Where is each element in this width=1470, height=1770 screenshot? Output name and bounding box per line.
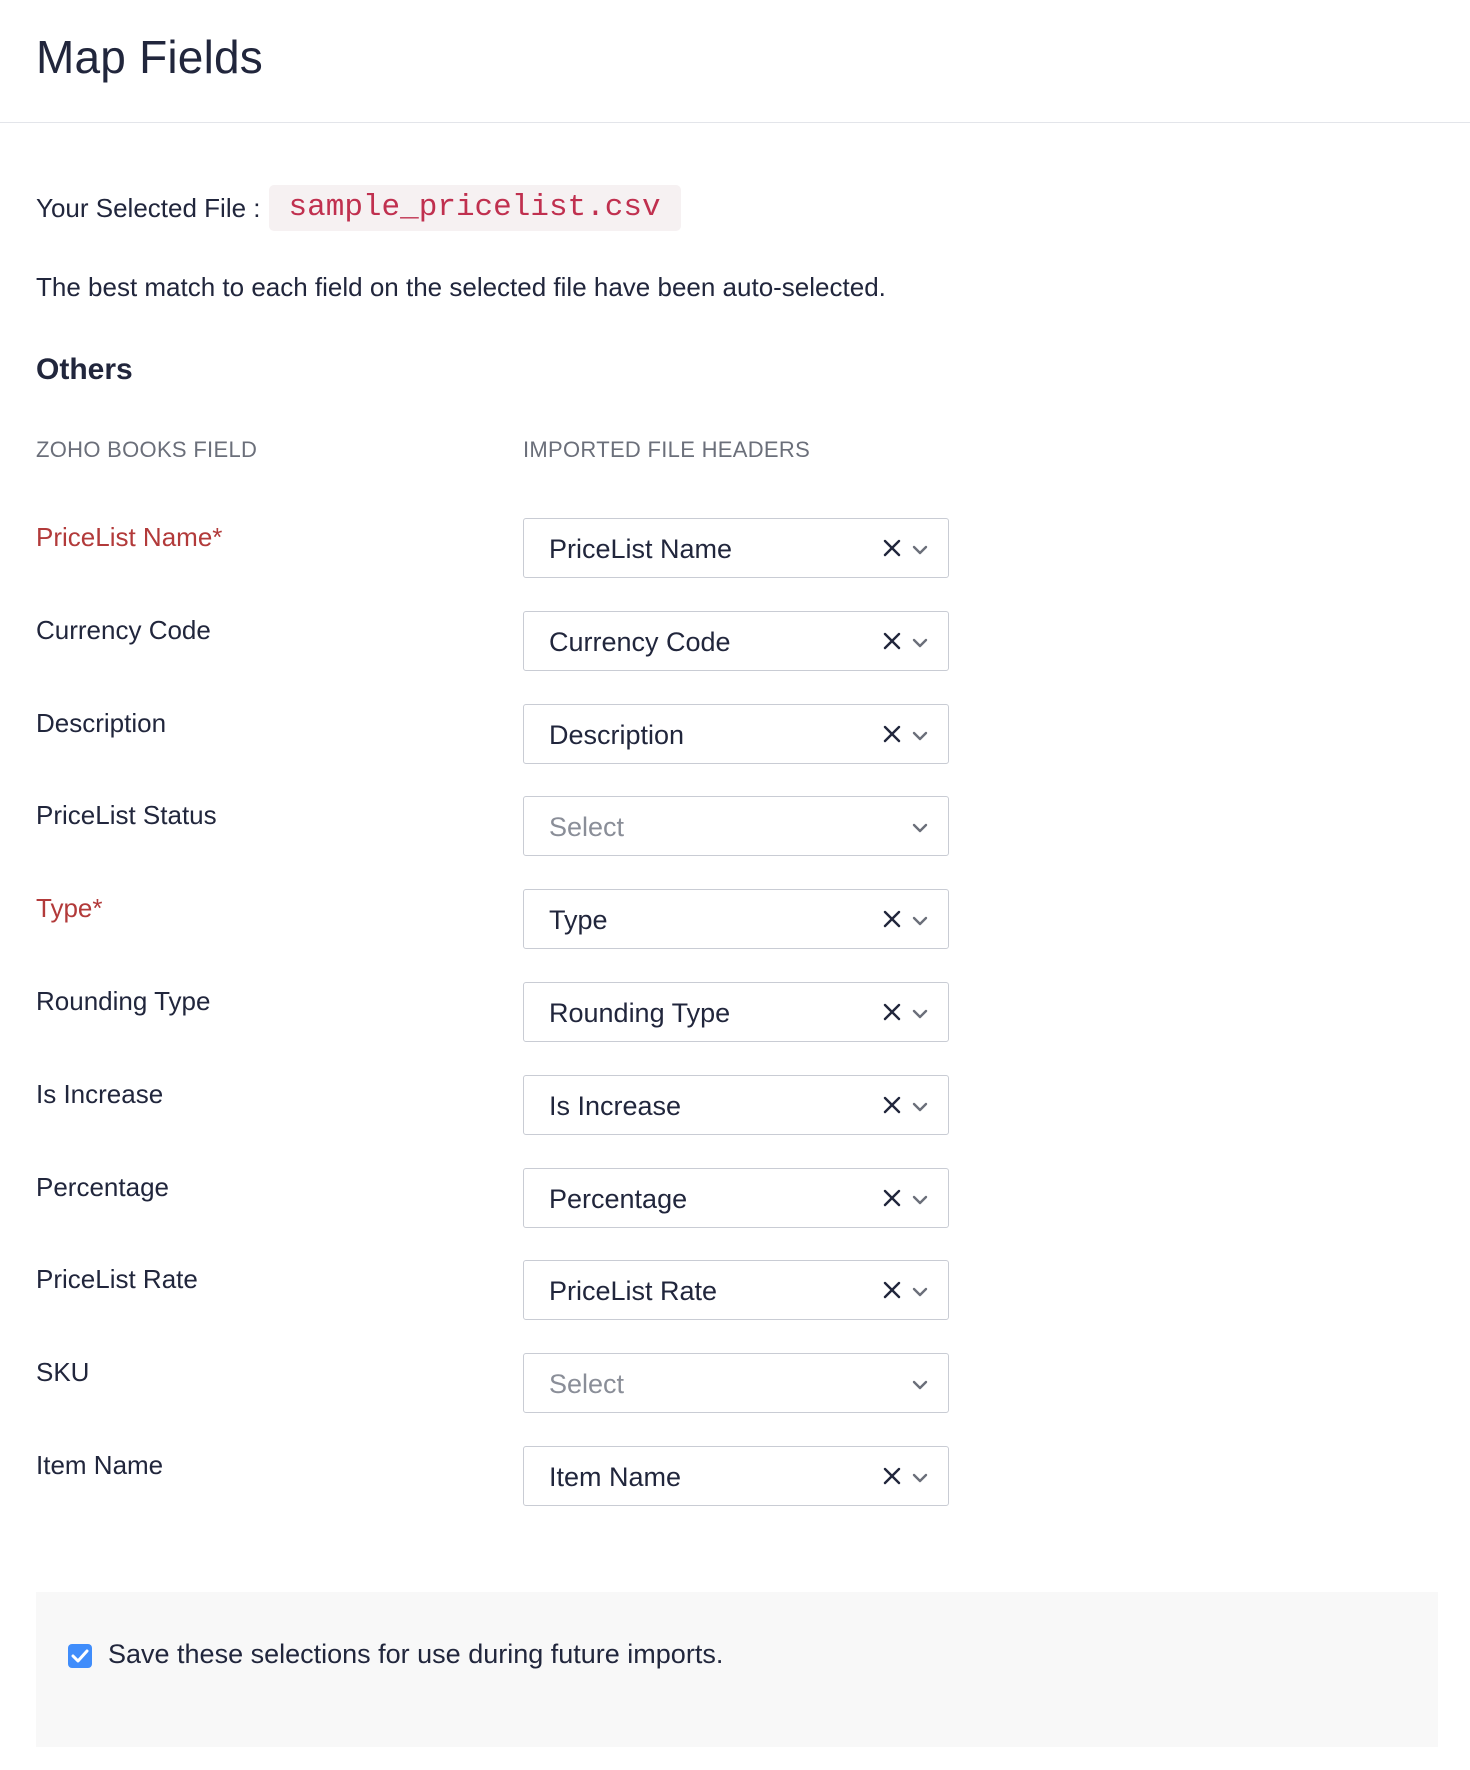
field-label: Description xyxy=(36,708,167,738)
close-icon[interactable] xyxy=(881,1094,903,1116)
file-header-select[interactable] xyxy=(523,1168,949,1228)
save-selections-label[interactable]: Save these selections for use during future imports. xyxy=(108,1639,724,1669)
selected-header-value: Rounding Type xyxy=(549,998,731,1028)
close-icon[interactable] xyxy=(881,630,903,652)
file-header-select[interactable] xyxy=(523,982,949,1042)
field-label: Currency Code xyxy=(36,615,211,645)
field-mapping-row xyxy=(0,1446,1470,1506)
file-header-select[interactable] xyxy=(523,1260,949,1320)
column-header-books-field: ZOHO BOOKS FIELD xyxy=(36,437,258,462)
selected-file-row xyxy=(36,186,681,230)
field-label: PriceList Rate xyxy=(36,1264,198,1294)
field-label: Percentage xyxy=(36,1172,169,1202)
field-mapping-row xyxy=(0,889,1470,949)
chevron-down-icon[interactable] xyxy=(909,1189,931,1211)
field-mapping-row xyxy=(0,1260,1470,1320)
chevron-down-icon[interactable] xyxy=(909,1281,931,1303)
file-header-select[interactable] xyxy=(523,1446,949,1506)
file-header-select[interactable] xyxy=(523,611,949,671)
close-icon[interactable] xyxy=(881,908,903,930)
chevron-down-icon[interactable] xyxy=(909,1467,931,1489)
selected-header-value: Percentage xyxy=(549,1184,688,1214)
selected-header-value: Currency Code xyxy=(549,627,731,657)
chevron-down-icon[interactable] xyxy=(909,817,931,839)
close-icon[interactable] xyxy=(881,1187,903,1209)
field-label: SKU xyxy=(36,1357,90,1387)
chevron-down-icon[interactable] xyxy=(909,539,931,561)
file-header-select[interactable] xyxy=(523,796,949,856)
selected-header-value: PriceList Rate xyxy=(549,1276,718,1306)
field-label: Rounding Type xyxy=(36,986,211,1016)
field-mapping-row xyxy=(0,1075,1470,1135)
chevron-down-icon[interactable] xyxy=(909,1374,931,1396)
selected-header-value: Item Name xyxy=(549,1462,682,1492)
selected-header-value: PriceList Name xyxy=(549,534,733,564)
field-mapping-row xyxy=(0,1353,1470,1413)
chevron-down-icon[interactable] xyxy=(909,1096,931,1118)
selected-header-value: Description xyxy=(549,720,685,750)
selected-header-value: Type xyxy=(549,905,608,935)
field-label: Item Name xyxy=(36,1450,164,1480)
file-header-select[interactable] xyxy=(523,518,949,578)
page-header xyxy=(0,0,1470,123)
field-mapping-row xyxy=(0,796,1470,856)
field-mapping-row xyxy=(0,704,1470,764)
field-label: PriceList Name* xyxy=(36,522,223,552)
chevron-down-icon[interactable] xyxy=(909,632,931,654)
selected-file-label: Your Selected File : xyxy=(36,192,261,223)
selected-file-name: sample_pricelist.csv xyxy=(269,185,681,231)
close-icon[interactable] xyxy=(881,1279,903,1301)
field-mapping-row xyxy=(0,518,1470,578)
page-title: Map Fields xyxy=(36,31,263,83)
selected-header-value: Is Increase xyxy=(549,1091,682,1121)
checkmark-icon xyxy=(71,1648,89,1664)
chevron-down-icon[interactable] xyxy=(909,910,931,932)
file-header-select[interactable] xyxy=(523,704,949,764)
selected-header-value: Select xyxy=(549,1369,625,1399)
section-title: Others xyxy=(36,353,133,386)
auto-select-info: The best match to each field on the selected file have been auto-selected. xyxy=(36,272,886,302)
field-label: Type* xyxy=(36,893,103,923)
close-icon[interactable] xyxy=(881,723,903,745)
field-mapping-row xyxy=(0,1168,1470,1228)
field-mapping-row xyxy=(0,982,1470,1042)
chevron-down-icon[interactable] xyxy=(909,725,931,747)
chevron-down-icon[interactable] xyxy=(909,1003,931,1025)
close-icon[interactable] xyxy=(881,1001,903,1023)
column-header-file-headers: IMPORTED FILE HEADERS xyxy=(523,437,811,462)
save-selections-panel xyxy=(36,1592,1438,1747)
field-label: PriceList Status xyxy=(36,800,217,830)
save-selections-checkbox[interactable] xyxy=(68,1644,92,1668)
close-icon[interactable] xyxy=(881,537,903,559)
close-icon[interactable] xyxy=(881,1465,903,1487)
selected-header-value: Select xyxy=(549,812,625,842)
file-header-select[interactable] xyxy=(523,889,949,949)
file-header-select[interactable] xyxy=(523,1353,949,1413)
field-label: Is Increase xyxy=(36,1079,164,1109)
file-header-select[interactable] xyxy=(523,1075,949,1135)
field-mapping-row xyxy=(0,611,1470,671)
